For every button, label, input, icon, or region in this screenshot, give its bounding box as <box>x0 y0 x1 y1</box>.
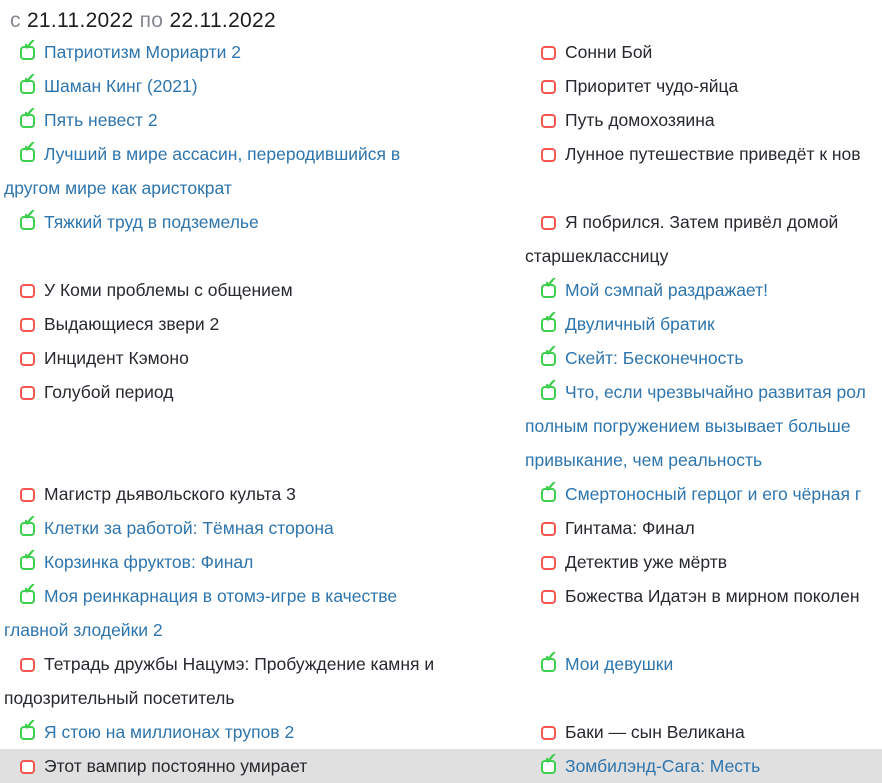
checkbox-unchecked-icon[interactable] <box>541 522 556 536</box>
title-line <box>525 477 882 511</box>
checkbox-unchecked-icon[interactable] <box>541 726 556 740</box>
anime-title-link[interactable]: Мой сэмпай раздражает! <box>565 280 768 300</box>
title-line <box>4 613 521 647</box>
anime-title-link[interactable]: Клетки за работой: Тёмная сторона <box>44 518 334 538</box>
table-row[interactable] <box>0 477 882 511</box>
anime-cell-left <box>0 477 521 511</box>
anime-title-link[interactable]: Скейт: Бесконечность <box>565 348 744 368</box>
title-line <box>525 103 882 137</box>
title-line <box>4 103 521 137</box>
anime-title-text: подозрительный посетитель <box>4 688 235 708</box>
checkbox-unchecked-icon[interactable] <box>20 658 35 672</box>
title-line <box>4 35 521 69</box>
anime-title-text: Голубой период <box>44 382 174 402</box>
anime-cell-left <box>0 137 521 205</box>
table-row[interactable] <box>0 545 882 579</box>
anime-title-text: Приоритет чудо-яйца <box>565 76 739 96</box>
checkbox-unchecked-icon[interactable] <box>541 46 556 60</box>
anime-cell-right <box>521 103 882 137</box>
anime-cell-right <box>521 69 882 103</box>
title-line <box>525 749 882 783</box>
title-line <box>4 171 521 205</box>
anime-list-body <box>0 35 882 783</box>
anime-title-link[interactable]: Зомбилэнд-Сага: Месть <box>565 756 761 776</box>
anime-cell-left <box>0 273 521 307</box>
anime-cell-left <box>0 749 521 783</box>
date-range <box>0 0 882 35</box>
anime-cell-right <box>521 205 882 273</box>
anime-cell-right <box>521 749 882 783</box>
anime-title-text: Выдающиеся звери 2 <box>44 314 220 334</box>
anime-title-link[interactable]: полным погружением вызывает больше <box>525 416 851 436</box>
title-line <box>4 137 521 171</box>
title-line <box>4 375 521 409</box>
title-line <box>525 443 882 477</box>
anime-cell-left <box>0 69 521 103</box>
table-row[interactable] <box>0 375 882 477</box>
checkbox-checked-icon[interactable] <box>541 284 556 298</box>
anime-cell-left <box>0 205 521 273</box>
checkbox-unchecked-icon[interactable] <box>541 590 556 604</box>
date-from-label: с <box>10 9 21 32</box>
checkbox-unchecked-icon[interactable] <box>541 148 556 162</box>
checkbox-checked-icon[interactable] <box>541 318 556 332</box>
anime-title-text: Божества Идатэн в мирном поколен <box>565 586 860 606</box>
anime-cell-right <box>521 137 882 205</box>
anime-cell-right <box>521 579 882 647</box>
anime-title-link[interactable]: Мои девушки <box>565 654 674 674</box>
anime-title-text: Детектив уже мёртв <box>565 552 728 572</box>
anime-cell-left <box>0 579 521 647</box>
anime-title-text: старшеклассницу <box>525 246 669 266</box>
table-row[interactable] <box>0 749 882 783</box>
anime-title-link[interactable]: Пять невест 2 <box>44 110 158 130</box>
checkbox-checked-icon[interactable] <box>20 522 35 536</box>
anime-cell-right <box>521 715 882 749</box>
table-row[interactable] <box>0 273 882 307</box>
date-to-label: по <box>139 9 164 32</box>
anime-cell-right <box>521 545 882 579</box>
anime-title-link[interactable]: Моя реинкарнация в отомэ-игре в качестве <box>44 586 398 606</box>
title-line <box>4 69 521 103</box>
anime-cell-left <box>0 375 521 477</box>
title-line <box>4 715 521 749</box>
anime-title-link[interactable]: Тяжкий труд в подземелье <box>44 212 259 232</box>
anime-title-text: Этот вампир постоянно умирает <box>44 756 308 776</box>
title-line <box>525 375 882 409</box>
anime-cell-right <box>521 341 882 375</box>
title-line <box>4 545 521 579</box>
checkbox-checked-icon[interactable] <box>20 726 35 740</box>
title-line <box>525 239 882 273</box>
table-row[interactable] <box>0 35 882 69</box>
title-line <box>525 511 882 545</box>
title-line <box>525 205 882 239</box>
title-line <box>4 681 521 715</box>
title-line <box>525 273 882 307</box>
checkbox-unchecked-icon[interactable] <box>541 556 556 570</box>
table-row[interactable] <box>0 205 882 273</box>
checkbox-checked-icon[interactable] <box>541 488 556 502</box>
title-line <box>525 69 882 103</box>
title-line <box>4 477 521 511</box>
checkbox-checked-icon[interactable] <box>20 556 35 570</box>
title-line <box>525 715 882 749</box>
table-row[interactable] <box>0 307 882 341</box>
anime-cell-left <box>0 647 521 715</box>
checkbox-unchecked-icon[interactable] <box>20 318 35 332</box>
table-row[interactable] <box>0 137 882 205</box>
anime-cell-right <box>521 273 882 307</box>
title-line <box>525 647 882 681</box>
anime-title-text: Сонни Бой <box>565 42 653 62</box>
anime-list-table <box>0 35 882 783</box>
title-line <box>525 545 882 579</box>
title-line <box>525 35 882 69</box>
checkbox-checked-icon[interactable] <box>541 386 556 400</box>
checkbox-unchecked-icon[interactable] <box>20 760 35 774</box>
title-line <box>525 137 882 171</box>
anime-title-text: Баки — сын Великана <box>565 722 745 742</box>
title-line <box>4 749 521 783</box>
checkbox-unchecked-icon[interactable] <box>541 114 556 128</box>
anime-title-link[interactable]: Патриотизм Мориарти 2 <box>44 42 241 62</box>
title-line <box>525 341 882 375</box>
anime-title-link[interactable]: главной злодейки 2 <box>4 620 163 640</box>
anime-title-text: Путь домохозяина <box>565 110 715 130</box>
anime-cell-right <box>521 477 882 511</box>
table-row[interactable] <box>0 341 882 375</box>
anime-title-link[interactable]: другом мире как аристократ <box>4 178 232 198</box>
table-row[interactable] <box>0 103 882 137</box>
anime-cell-right <box>521 375 882 477</box>
anime-cell-left <box>0 307 521 341</box>
title-line <box>4 307 521 341</box>
anime-cell-left <box>0 715 521 749</box>
checkbox-checked-icon[interactable] <box>541 760 556 774</box>
anime-title-link[interactable]: Корзинка фруктов: Финал <box>44 552 254 572</box>
anime-title-text: Лунное путешествие приведёт к нов <box>565 144 861 164</box>
anime-cell-right <box>521 307 882 341</box>
checkbox-checked-icon[interactable] <box>541 658 556 672</box>
title-line <box>525 579 882 613</box>
checkbox-checked-icon[interactable] <box>20 46 35 60</box>
title-line <box>4 273 521 307</box>
anime-title-text: Инцидент Кэмоно <box>44 348 189 368</box>
table-row[interactable] <box>0 647 882 715</box>
anime-cell-left <box>0 341 521 375</box>
anime-title-text: Магистр дьявольского культа 3 <box>44 484 296 504</box>
title-line <box>4 579 521 613</box>
anime-cell-right <box>521 647 882 715</box>
checkbox-unchecked-icon[interactable] <box>20 352 35 366</box>
date-from-value: 21.11.2022 <box>26 9 134 32</box>
title-line <box>4 341 521 375</box>
anime-cell-left <box>0 511 521 545</box>
checkbox-unchecked-icon[interactable] <box>541 80 556 94</box>
title-line <box>525 307 882 341</box>
anime-title-link[interactable]: Двуличный братик <box>565 314 715 334</box>
checkbox-unchecked-icon[interactable] <box>20 386 35 400</box>
anime-title-link[interactable]: Что, если чрезвычайно развитая рол <box>565 382 866 402</box>
anime-cell-right <box>521 35 882 69</box>
checkbox-unchecked-icon[interactable] <box>20 284 35 298</box>
table-row[interactable] <box>0 715 882 749</box>
checkbox-checked-icon[interactable] <box>20 148 35 162</box>
anime-cell-right <box>521 511 882 545</box>
anime-title-link[interactable]: Смертоносный герцог и его чёрная г <box>565 484 862 504</box>
table-row[interactable] <box>0 511 882 545</box>
checkbox-checked-icon[interactable] <box>20 590 35 604</box>
anime-cell-left <box>0 545 521 579</box>
anime-title-link[interactable]: Я стою на миллионах трупов 2 <box>44 722 295 742</box>
checkbox-checked-icon[interactable] <box>20 80 35 94</box>
anime-title-text: Я побрился. Затем привёл домой <box>565 212 839 232</box>
anime-title-link[interactable]: Лучший в мире ассасин, переродившийся в <box>44 144 401 164</box>
checkbox-checked-icon[interactable] <box>541 352 556 366</box>
title-line <box>4 511 521 545</box>
anime-cell-left <box>0 103 521 137</box>
anime-title-link[interactable]: привыкание, чем реальность <box>525 450 763 470</box>
title-line <box>4 205 521 239</box>
checkbox-checked-icon[interactable] <box>20 114 35 128</box>
table-row[interactable] <box>0 69 882 103</box>
checkbox-unchecked-icon[interactable] <box>20 488 35 502</box>
anime-title-link[interactable]: Шаман Кинг (2021) <box>44 76 198 96</box>
table-row[interactable] <box>0 579 882 647</box>
anime-title-text: У Коми проблемы с общением <box>44 280 293 300</box>
anime-cell-left <box>0 35 521 69</box>
date-to-value: 22.11.2022 <box>169 9 276 32</box>
title-line <box>4 647 521 681</box>
checkbox-checked-icon[interactable] <box>20 216 35 230</box>
checkbox-unchecked-icon[interactable] <box>541 216 556 230</box>
anime-title-text: Тетрадь дружбы Нацумэ: Пробуждение камня и <box>44 654 435 674</box>
anime-title-text: Гинтама: Финал <box>565 518 695 538</box>
title-line <box>525 409 882 443</box>
